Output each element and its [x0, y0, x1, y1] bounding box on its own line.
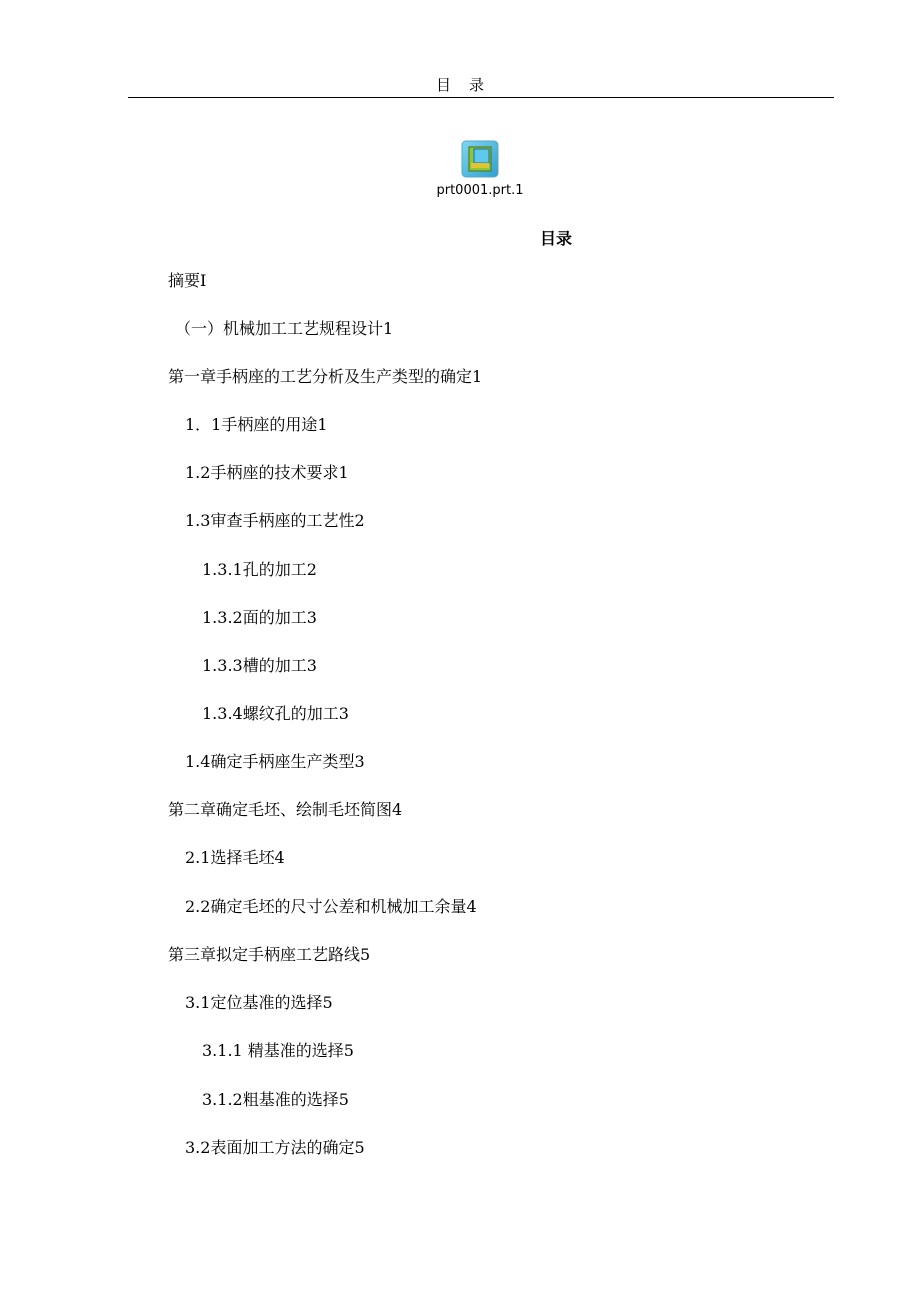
toc-entry[interactable]: 1.3审查手柄座的工艺性2: [185, 511, 365, 530]
toc-entry[interactable]: 第一章手柄座的工艺分析及生产类型的确定1: [168, 367, 483, 386]
toc-heading: 目录: [540, 229, 573, 248]
toc-entry[interactable]: 1.3.1孔的加工2: [202, 560, 317, 579]
header-rule: [128, 97, 834, 98]
toc-entry[interactable]: 3.1定位基准的选择5: [185, 993, 333, 1012]
toc-entry[interactable]: 1.3.4螺纹孔的加工3: [202, 704, 349, 723]
toc-entry[interactable]: 1.3.3槽的加工3: [202, 656, 317, 675]
toc-entry[interactable]: 第三章拟定手柄座工艺路线5: [168, 945, 371, 964]
part-file-icon[interactable]: [461, 140, 499, 178]
toc-entry[interactable]: 1.2手柄座的技术要求1: [185, 463, 349, 482]
toc-entry[interactable]: 1.3.2面的加工3: [202, 608, 317, 627]
toc-entry[interactable]: 3.2表面加工方法的确定5: [185, 1138, 365, 1157]
toc-entry[interactable]: 2.1选择毛坯4: [185, 848, 285, 867]
toc-entry[interactable]: 第二章确定毛坯、绘制毛坯简图4: [168, 800, 403, 819]
toc-entry[interactable]: 3.1.2粗基准的选择5: [202, 1090, 349, 1109]
toc-entry[interactable]: 3.1.1 精基准的选择5: [202, 1041, 354, 1060]
embedded-file-caption: prt0001.prt.1: [436, 183, 524, 198]
toc-entry[interactable]: 1．1手柄座的用途1: [185, 415, 328, 434]
toc-entry[interactable]: 2.2确定毛坯的尺寸公差和机械加工余量4: [185, 897, 477, 916]
toc-entry[interactable]: 摘要Ⅰ: [168, 271, 207, 290]
running-header: 目录: [435, 76, 502, 94]
toc-entry[interactable]: （一）机械加工工艺规程设计1: [175, 319, 394, 338]
toc-entry[interactable]: 1.4确定手柄座生产类型3: [185, 752, 365, 771]
